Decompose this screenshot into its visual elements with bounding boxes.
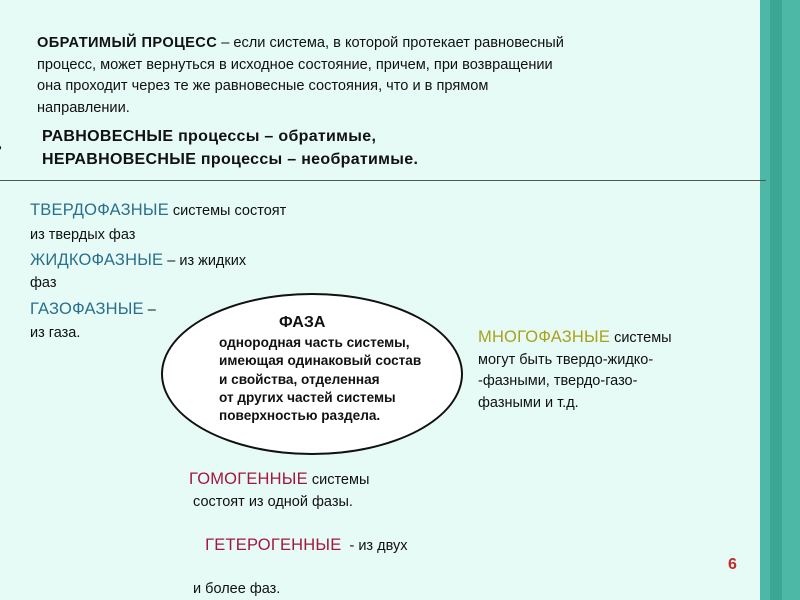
- equilibrium-line2: НЕРАВНОВЕСНЫЕ процессы – необратимые.: [42, 151, 419, 168]
- multiphase-line3: -фазными, твердо-газо-: [478, 373, 638, 389]
- heterogeneous-rest: - из двух: [341, 537, 408, 554]
- definition-block: [37, 33, 564, 119]
- solid-phase-rest: системы состоят: [168, 203, 287, 219]
- phase-line5: поверхностью раздела.: [219, 408, 381, 424]
- definition-term: ОБРАТИМЫЙ ПРОЦЕСС: [37, 35, 218, 51]
- multiphase-rest: системы: [610, 330, 672, 346]
- multiphase-term: МНОГОФАЗНЫЕ: [478, 328, 611, 346]
- heterogeneous-line2: и более фаз.: [189, 580, 281, 597]
- phase-title: ФАЗА: [279, 314, 326, 331]
- phase-line1: однородная часть системы,: [219, 335, 410, 350]
- multiphase-block: [478, 327, 672, 414]
- bullet-marker: [0, 140, 2, 158]
- equilibrium-line1: РАВНОВЕСНЫЕ процессы – обратимые,: [42, 128, 377, 145]
- liquid-phase-line2: фаз: [30, 275, 57, 291]
- definition-line3: она проходит через те же равновесные состояния, что и в прямом: [37, 78, 489, 94]
- homogeneous-line2: состоят из одной фазы.: [189, 493, 353, 510]
- phase-definition: [219, 334, 421, 425]
- equilibrium-block: [42, 125, 418, 171]
- side-stripe-inner: [770, 0, 782, 600]
- solid-phase-line2: из твердых фаз: [30, 227, 136, 243]
- gas-phase-term: ГАЗОФАЗНЫЕ: [30, 300, 144, 318]
- phase-line4: от других частей системы: [219, 389, 396, 405]
- definition-line2: процесс, может вернуться в исходное состояние, причем, при возвращении: [37, 56, 553, 73]
- definition-line1: – если система, в которой протекает равновесный: [217, 35, 564, 51]
- homogeneity-block: [189, 469, 407, 600]
- liquid-phase-rest: – из жидких: [163, 253, 247, 269]
- page-number: 6: [728, 556, 737, 573]
- heterogeneous-term: ГЕТЕРОГЕННЫЕ: [205, 535, 342, 554]
- gas-phase-rest: –: [143, 302, 156, 318]
- liquid-phase-term: ЖИДКОФАЗНЫЕ: [30, 251, 164, 269]
- multiphase-line2: могут быть твердо-жидко-: [478, 351, 654, 368]
- horizontal-divider: [0, 180, 766, 181]
- multiphase-line4: фазными и т.д.: [478, 394, 579, 411]
- homogeneous-term: ГОМОГЕННЫЕ: [189, 470, 308, 488]
- homogeneous-rest: системы: [307, 472, 370, 488]
- phase-line2: имеющая одинаковый состав: [219, 353, 422, 369]
- phase-line3: и свойства, отделенная: [219, 371, 380, 387]
- definition-line4: направлении.: [37, 99, 130, 116]
- gas-phase-line2: из газа.: [30, 325, 81, 341]
- solid-phase-term: ТВЕРДОФАЗНЫЕ: [30, 201, 169, 219]
